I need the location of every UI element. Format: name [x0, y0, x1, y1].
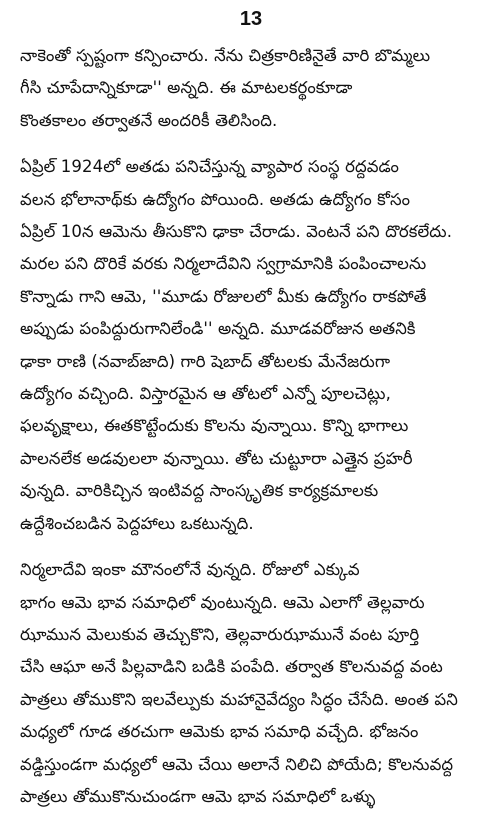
text-line: ఉద్యోగం వచ్చింది. విస్తారమైన ఆ తోటలో ఎన్నో పూలచెట్లు, — [20, 384, 391, 404]
text-line: ఝామున మెలుకువ తెచ్చుకొని, తెల్లవారుఝామునే వంట పూర్తి — [20, 624, 420, 644]
paragraph-gap — [20, 540, 482, 554]
text-line: ఢాకా రాణి (నవాబ్‌జాది) గారి షెబాద్ తోటలకు మేనేజరుగా — [20, 351, 391, 371]
text-line: ఏప్రిల్ 1924లో అతడు పనిచేస్తున్న వ్యాపార సంస్థ రద్దవడం — [20, 157, 399, 177]
text-line: పాత్రలు తోముకొని ఇలవేల్పుకు మహానైవేద్యం సిద్ధం చేసేది. అంత పని — [20, 689, 458, 709]
text-line: పాత్రలు తోముకొనుచుండగా ఆమె భావ సమాధిలో ఒళ్ళు — [20, 786, 376, 806]
text-line: నాకెంతో స్పష్టంగా కన్పించారు. నేను చిత్రకారిణినైతే వారి బొమ్మలు — [20, 46, 431, 65]
text-line: వడ్డిస్తుండగా మధ్యలో ఆమె చేయి అలానే నిలిచి పోయేది; కొలనువద్ద — [20, 754, 454, 774]
text-line: మరల పని దొరికే వరకు నిర్మలాదేవిని స్వగ్రామానికి పంపించాలను — [20, 254, 427, 274]
text-line: అప్పుడు పంపిద్దురుగానిలేండి'' అన్నది. మూడవరోజున అతనికి — [20, 319, 416, 339]
text-line: పాలనలేక అడవులలా వున్నాయి. తోట చుట్టూరా ఎత్తైన ప్రహరీ — [20, 448, 413, 468]
text-line: కొన్నాడు గాని ఆమె, ''మూడు రోజులలో మీకు ఉద్యోగం రాకపోతే — [20, 286, 427, 306]
text-line: మధ్యలో గూడ తరచుగా ఆమెకు భావ సమాధి వచ్చేది. భోజనం — [20, 722, 419, 742]
text-line: చేసి ఆఘా అనే పిల్లవాడిని బడికి పంపేది. తర్వాత కొలనువద్ద వంట — [20, 657, 443, 677]
text-line: వున్నది. వారికిచ్చిన ఇంటివద్ద సాంస్కృతిక కార్యక్రమాలకు — [20, 481, 379, 501]
text-line: కొంతకాలం తర్వాతనే అందరికీ తెలిసింది. — [20, 110, 278, 130]
page-number: 13 — [239, 8, 263, 30]
paragraph-3 — [20, 554, 482, 813]
text-line: ఫలవృక్షాలు, ఈతకొట్టేందుకు కొలను వున్నాయి. కొన్ని భాగాలు — [20, 416, 409, 436]
paragraph-1 — [20, 40, 482, 137]
text-line: ఉద్దేశించబడిన పెద్దహాలు ఒకటున్నది. — [20, 513, 254, 533]
text-line: నిర్మలాదేవి ఇంకా మౌనంలోనే వున్నది. రోజులో ఎక్కువ — [20, 560, 360, 580]
text-line: భాగం ఆమె భావ సమాధిలో వుంటున్నది. ఆమె ఎలాగో తెల్లవారు — [20, 592, 425, 612]
text-line: వలన భోలానాథ్‌కు ఉద్యోగం పోయింది. అతడు ఉద్యోగం కోసం — [20, 189, 411, 209]
text-line: ఏప్రిల్ 10న ఆమెను తీసుకొని ఢాకా చేరాడు. వెంటనే పని దొరకలేదు. — [20, 222, 453, 242]
paragraph-gap — [20, 137, 482, 151]
paragraph-2 — [20, 151, 482, 540]
text-line: గీసి చూపేదాన్నికూడా'' అన్నది. ఈ మాటలకర్థంకూడా — [20, 78, 353, 98]
